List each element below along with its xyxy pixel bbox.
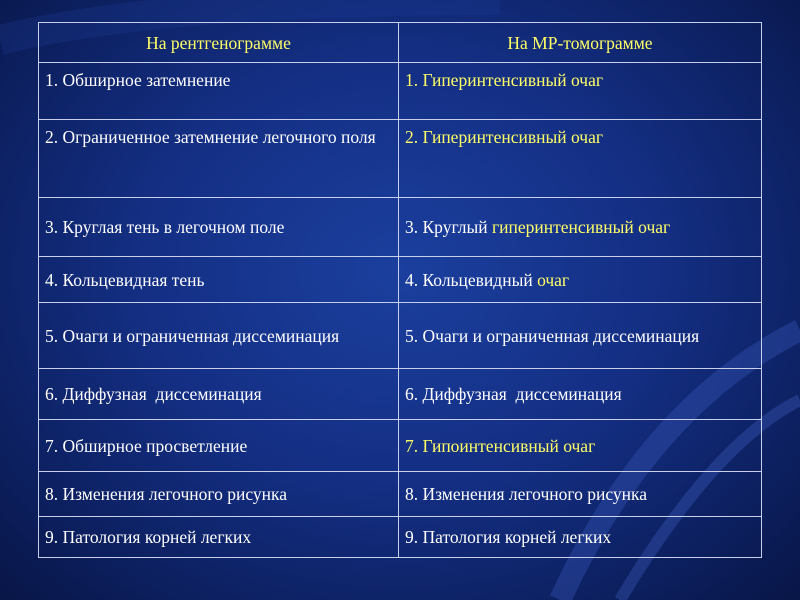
xray-cell: 4. Кольцевидная тень — [39, 257, 399, 303]
mri-cell — [399, 63, 762, 120]
mri-cell-highlight: очаг — [537, 269, 570, 290]
mri-cell-text: 1. Гиперинтенсивный очаг — [405, 70, 604, 90]
mri-cell — [399, 198, 762, 257]
table-row — [39, 63, 762, 120]
mri-cell-text: 5. Очаги и ограниченная диссеминация — [405, 325, 700, 346]
xray-cell: 3. Круглая тень в легочном поле — [39, 198, 399, 257]
mri-cell-text: 8. Изменения легочного рисунка — [405, 484, 648, 504]
mri-cell — [399, 420, 762, 472]
mri-cell-text: 9. Патология корней легких — [405, 527, 612, 547]
table-row — [39, 369, 762, 420]
mri-cell-text: 2. Гиперинтенсивный очаг — [405, 127, 604, 147]
xray-cell: 9. Патология корней легких — [39, 517, 399, 558]
mri-cell-text: 6. Диффузная диссеминация — [405, 384, 622, 404]
table-row — [39, 472, 762, 517]
table-row — [39, 517, 762, 558]
table-row — [39, 120, 762, 198]
header-xray: На рентгенограмме — [39, 23, 399, 63]
mri-cell — [399, 303, 762, 369]
xray-cell: 1. Обширное затемнение — [39, 63, 399, 120]
header-mri: На МР-томограмме — [399, 23, 762, 63]
mri-cell-text: 4. Кольцевидный — [405, 269, 538, 290]
mri-cell — [399, 257, 762, 303]
xray-cell: 6. Диффузная диссеминация — [39, 369, 399, 420]
mri-cell — [399, 120, 762, 198]
mri-cell — [399, 517, 762, 558]
table-row — [39, 257, 762, 303]
mri-cell-text: 7. Гипоинтенсивный очаг — [405, 435, 596, 456]
xray-cell: 2. Ограниченное затемнение легочного поля — [39, 120, 399, 198]
header-row — [39, 23, 762, 63]
mri-cell-highlight: гиперинтенсивный очаг — [491, 217, 671, 237]
mri-cell — [399, 369, 762, 420]
mri-cell-text: 3. Круглый — [405, 217, 492, 237]
xray-cell: 7. Обширное просветление — [39, 420, 399, 472]
table-row — [39, 420, 762, 472]
xray-cell: 8. Изменения легочного рисунка — [39, 472, 399, 517]
table-row — [39, 198, 762, 257]
comparison-table — [38, 22, 762, 558]
mri-cell — [399, 472, 762, 517]
table-row — [39, 303, 762, 369]
xray-cell: 5. Очаги и ограниченная диссеминация — [39, 303, 399, 369]
